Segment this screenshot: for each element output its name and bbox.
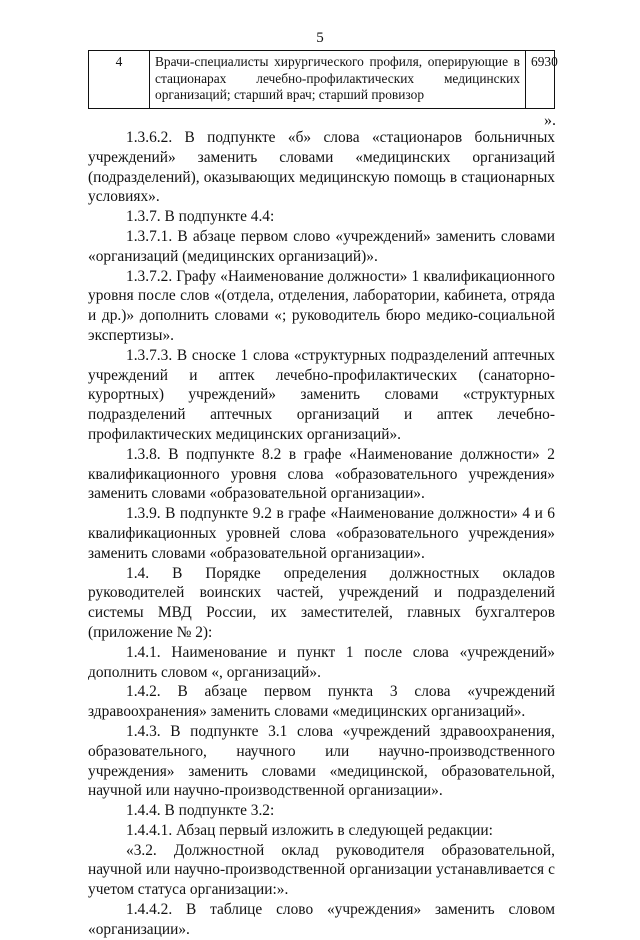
paragraph-1-4-3: 1.4.3. В подпункте 3.1 слова «учреждений здравоохранения, образовательного, научного или научно-производственного учреждения» заменить словами «медицинской, образовательной, научной или научно-производственной организации». bbox=[88, 722, 555, 800]
table-row bbox=[89, 51, 555, 109]
paragraph-1-3-7-3: 1.3.7.3. В сноске 1 слова «структурных подразделений аптечных учреждений и аптек лечебно-профилактических (санаторно-курортных) учреждений» заменить словами «структурных подразделений аптечных организаций и аптек лечебно-профилактических медицинских организаций». bbox=[88, 346, 555, 443]
paragraph-1-4-2: 1.4.2. В абзаце первом пункта 3 слова «учреждений здравоохранения» заменить словами «медицинских организаций». bbox=[88, 683, 555, 721]
paragraph-1-3-7: 1.3.7. В подпункте 4.4: bbox=[126, 208, 275, 226]
table-cell-number: 4 bbox=[89, 51, 150, 109]
paragraph-1-3-6-2: 1.3.6.2. В подпункте «б» слова «стационаров больничных учреждений» заменить словами «медицинских организаций (подразделений), оказывающих медицинскую помощь в стационарных условиях». bbox=[88, 129, 555, 206]
table-cell-position: Врачи-специалисты хирургического профиля, оперирующие в стационарах лечебно-профилактических медицинских организаций; старший врач; старший провизор bbox=[150, 51, 526, 109]
paragraph-1-4-4-1: 1.4.4.1. Абзац первый изложить в следующей редакции: bbox=[126, 821, 493, 839]
paragraph-1-3-9: 1.3.9. В подпункте 9.2 в графе «Наименование должности» 4 и 6 квалификационных уровней слова «образовательного учреждения» заменить словами «образовательной организации». bbox=[88, 505, 555, 562]
paragraph-1-4-4-2: 1.4.4.2. В таблице слово «учреждения» заменить словом «организации». bbox=[88, 901, 555, 938]
salary-table-fragment bbox=[88, 50, 558, 109]
table-cell-salary: 6930 bbox=[526, 51, 555, 109]
page-number: 5 bbox=[316, 30, 324, 46]
paragraph-1-3-8: 1.3.8. В подпункте 8.2 в графе «Наименование должности» 2 квалификационного уровня слова «образовательного учреждения» заменить словами «образовательной организации». bbox=[88, 445, 555, 503]
paragraph-1-4-4: 1.4.4. В подпункте 3.2: bbox=[126, 802, 275, 820]
document-body bbox=[88, 128, 555, 940]
closing-quote: ». bbox=[544, 112, 556, 129]
paragraph-quoted-3-2: «3.2. Должностной оклад руководителя образовательной, научной или научно-производственной организации устанавливается с учетом статуса организации:». bbox=[88, 841, 555, 899]
paragraph-1-3-7-1: 1.3.7.1. В абзаце первом слово «учреждений» заменить словами «организаций (медицинских организаций)». bbox=[88, 227, 555, 265]
paragraph-1-3-7-2: 1.3.7.2. Графу «Наименование должности» 1 квалификационного уровня после слов «(отдела, отделения, лаборатории, кабинета, отряда и др.)» дополнить словами «; руководитель бюро медико-социальной экспертизы». bbox=[88, 267, 555, 344]
paragraph-1-4-1: 1.4.1. Наименование и пункт 1 после слова «учреждений» дополнить словом «, организаций». bbox=[88, 643, 555, 681]
paragraph-1-4: 1.4. В Порядке определения должностных окладов руководителей воинских частей, учреждений и подразделений системы МВД России, их заместителей, главных бухгалтеров (приложение № 2): bbox=[88, 564, 555, 641]
